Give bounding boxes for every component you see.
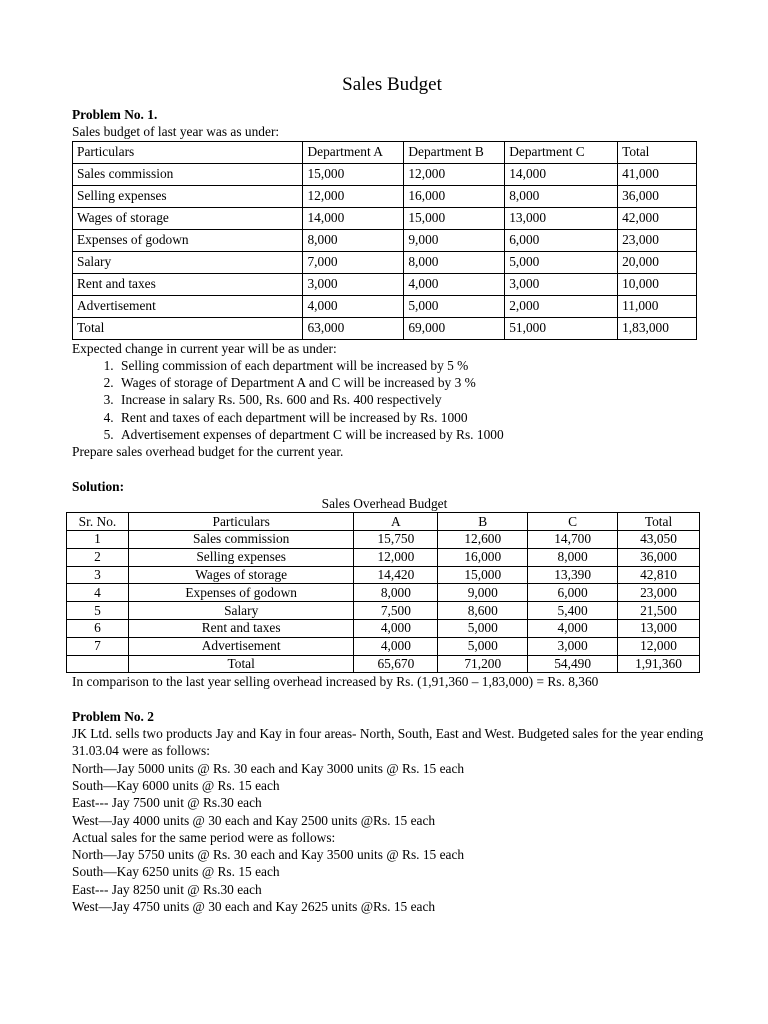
expected-changes-list: [72, 357, 712, 443]
table-cell: 63,000: [303, 317, 404, 339]
table-cell: Wages of storage: [73, 207, 303, 229]
table-cell: 11,000: [618, 295, 697, 317]
table-cell: Expenses of godown: [73, 229, 303, 251]
table-cell: Sales commission: [73, 163, 303, 185]
table-cell: 8,000: [505, 185, 618, 207]
table-header-row: [73, 141, 697, 163]
table-cell: Wages of storage: [128, 566, 354, 584]
table-cell: 16,000: [438, 548, 528, 566]
table-cell: 6,000: [528, 584, 618, 602]
table-row: [73, 229, 697, 251]
solution-heading: Solution:: [72, 478, 125, 494]
text-line: West—Jay 4000 units @ 30 each and Kay 2500 units @Rs. 15 each: [72, 812, 436, 828]
table-cell: Selling expenses: [73, 185, 303, 207]
text-line: North—Jay 5750 units @ Rs. 30 each and Kay 3500 units @ Rs. 15 each: [72, 847, 465, 863]
table-cell: 12,000: [303, 185, 404, 207]
text-line: West—Jay 4750 units @ 30 each and Kay 2625 units @Rs. 15 each: [72, 899, 436, 914]
table-row: [73, 273, 697, 295]
text-line: South—Kay 6000 units @ Rs. 15 each: [72, 777, 280, 793]
table-cell: 21,500: [618, 602, 700, 620]
table-row: [67, 620, 700, 638]
table-cell: 14,000: [303, 207, 404, 229]
problem1-intro: Sales budget of last year was as under:: [72, 124, 280, 140]
table-cell: 20,000: [618, 251, 697, 273]
table-cell: 5,000: [438, 620, 528, 638]
table-cell: 9,000: [404, 229, 505, 251]
table-cell: 36,000: [618, 185, 697, 207]
table-cell: 43,050: [618, 531, 700, 549]
table-cell: 8,600: [438, 602, 528, 620]
table-cell: 42,000: [618, 207, 697, 229]
table-row: [73, 207, 697, 229]
table-cell: 2,000: [505, 295, 618, 317]
table-cell: 5,000: [404, 295, 505, 317]
text-line: North—Jay 5000 units @ Rs. 30 each and Kay 3000 units @ Rs. 15 each: [72, 760, 465, 776]
table-cell: 41,000: [618, 163, 697, 185]
table-cell: Advertisement: [73, 295, 303, 317]
table-cell: Advertisement: [128, 637, 354, 655]
table-cell: 4,000: [404, 273, 505, 295]
solution-table-caption: Sales Overhead Budget: [321, 495, 448, 511]
table-row: [67, 548, 700, 566]
table-header-cell: Department B: [404, 141, 505, 163]
table-row: [73, 251, 697, 273]
list-item: 4. Rent and taxes of each department will be increased by Rs. 1000: [117, 409, 712, 426]
table-cell: 8,000: [354, 584, 438, 602]
table-cell: 5,000: [438, 637, 528, 655]
table-header-cell: Department A: [303, 141, 404, 163]
solution-conclusion: In comparison to the last year selling overhead increased by Rs. (1,91,360 – 1,83,000) = Rs. 8,360: [72, 674, 599, 690]
text-line: South—Kay 6250 units @ Rs. 15 each: [72, 864, 280, 880]
table-cell: Salary: [128, 602, 354, 620]
table-cell: 3,000: [505, 273, 618, 295]
text-line: JK Ltd. sells two products Jay and Kay in four areas- North, South, East and West. Budgeted sales for the year ending 31.03.04 were as follows:: [72, 726, 704, 759]
table-row: [67, 531, 700, 549]
table-cell: 69,000: [404, 317, 505, 339]
table-row: [67, 602, 700, 620]
table-cell: 8,000: [528, 548, 618, 566]
table-cell: 3: [67, 566, 129, 584]
document-page: [72, 70, 712, 915]
table-header-cell: Sr. No.: [67, 513, 129, 531]
table-cell: Expenses of godown: [128, 584, 354, 602]
table-cell: Sales commission: [128, 531, 354, 549]
table-cell: 15,000: [404, 207, 505, 229]
table-cell: 3,000: [303, 273, 404, 295]
table-cell: 13,000: [618, 620, 700, 638]
table-row: [67, 584, 700, 602]
list-item: 3. Increase in salary Rs. 500, Rs. 600 and Rs. 400 respectively: [117, 391, 712, 408]
table-cell: 1: [67, 531, 129, 549]
table-cell: 10,000: [618, 273, 697, 295]
table-cell: [67, 655, 129, 673]
table-cell: 1,83,000: [618, 317, 697, 339]
table-cell: 2: [67, 548, 129, 566]
table-cell: 12,000: [404, 163, 505, 185]
table-cell: 13,390: [528, 566, 618, 584]
table-cell: 3,000: [528, 637, 618, 655]
table-cell: 12,000: [354, 548, 438, 566]
table-cell: 14,420: [354, 566, 438, 584]
table-cell: 51,000: [505, 317, 618, 339]
table-header-cell: B: [438, 513, 528, 531]
page-title: Sales Budget: [342, 74, 442, 95]
list-item: 2. Wages of storage of Department A and C will be increased by 3 %: [117, 374, 712, 391]
table-row: [67, 637, 700, 655]
table-cell: 71,200: [438, 655, 528, 673]
table-cell: 8,000: [303, 229, 404, 251]
table-cell: 7,000: [303, 251, 404, 273]
table-header-cell: Department C: [505, 141, 618, 163]
table-cell: 15,750: [354, 531, 438, 549]
list-item: 5. Advertisement expenses of department C will be increased by Rs. 1000: [117, 426, 712, 443]
table-cell: 4: [67, 584, 129, 602]
table-cell: 7: [67, 637, 129, 655]
list-item: 1. Selling commission of each department will be increased by 5 %: [117, 357, 712, 374]
table-cell: 16,000: [404, 185, 505, 207]
table-cell: 4,000: [354, 620, 438, 638]
table-row: [73, 295, 697, 317]
table-cell: 12,600: [438, 531, 528, 549]
table-cell: 36,000: [618, 548, 700, 566]
table-row: [67, 566, 700, 584]
table-header-cell: Particulars: [128, 513, 354, 531]
table-cell: 5,000: [505, 251, 618, 273]
table-cell: Total: [73, 317, 303, 339]
table-row: [73, 185, 697, 207]
table-row: [73, 163, 697, 185]
table-cell: Rent and taxes: [73, 273, 303, 295]
table-header-cell: Total: [618, 513, 700, 531]
table-cell: Salary: [73, 251, 303, 273]
last-year-budget-table: [72, 141, 697, 340]
table-row: [73, 317, 697, 339]
table-cell: 5,400: [528, 602, 618, 620]
table-header-cell: A: [354, 513, 438, 531]
table-cell: 23,000: [618, 584, 700, 602]
table-cell: 42,810: [618, 566, 700, 584]
table-cell: 8,000: [404, 251, 505, 273]
problem1-heading: Problem No. 1.: [72, 107, 158, 122]
table-header-cell: Total: [618, 141, 697, 163]
table-cell: 9,000: [438, 584, 528, 602]
problem2-heading: Problem No. 2: [72, 708, 154, 724]
table-cell: 4,000: [303, 295, 404, 317]
table-cell: 4,000: [354, 637, 438, 655]
table-cell: 54,490: [528, 655, 618, 673]
table-header-cell: C: [528, 513, 618, 531]
table-total-row: [67, 655, 700, 673]
table-cell: 1,91,360: [618, 655, 700, 673]
expected-change-intro: Expected change in current year will be as under:: [72, 340, 337, 356]
sales-overhead-budget-table: [66, 512, 700, 673]
table-cell: 14,700: [528, 531, 618, 549]
table-cell: 14,000: [505, 163, 618, 185]
table-cell: 15,000: [303, 163, 404, 185]
table-cell: 23,000: [618, 229, 697, 251]
table-cell: 6,000: [505, 229, 618, 251]
table-cell: 7,500: [354, 602, 438, 620]
table-cell: 15,000: [438, 566, 528, 584]
table-cell: Total: [128, 655, 354, 673]
table-cell: 65,670: [354, 655, 438, 673]
text-line: Actual sales for the same period were as follows:: [72, 829, 336, 845]
text-line: East--- Jay 8250 unit @ Rs.30 each: [72, 881, 262, 897]
table-header-cell: Particulars: [73, 141, 303, 163]
problem2-text: [72, 725, 712, 915]
table-cell: Selling expenses: [128, 548, 354, 566]
table-header-row: [67, 513, 700, 531]
table-cell: 6: [67, 620, 129, 638]
table-cell: 4,000: [528, 620, 618, 638]
table-cell: 12,000: [618, 637, 700, 655]
table-cell: 5: [67, 602, 129, 620]
table-cell: 13,000: [505, 207, 618, 229]
problem1-instruction: Prepare sales overhead budget for the current year.: [72, 444, 344, 460]
table-cell: Rent and taxes: [128, 620, 354, 638]
text-line: East--- Jay 7500 unit @ Rs.30 each: [72, 795, 262, 811]
